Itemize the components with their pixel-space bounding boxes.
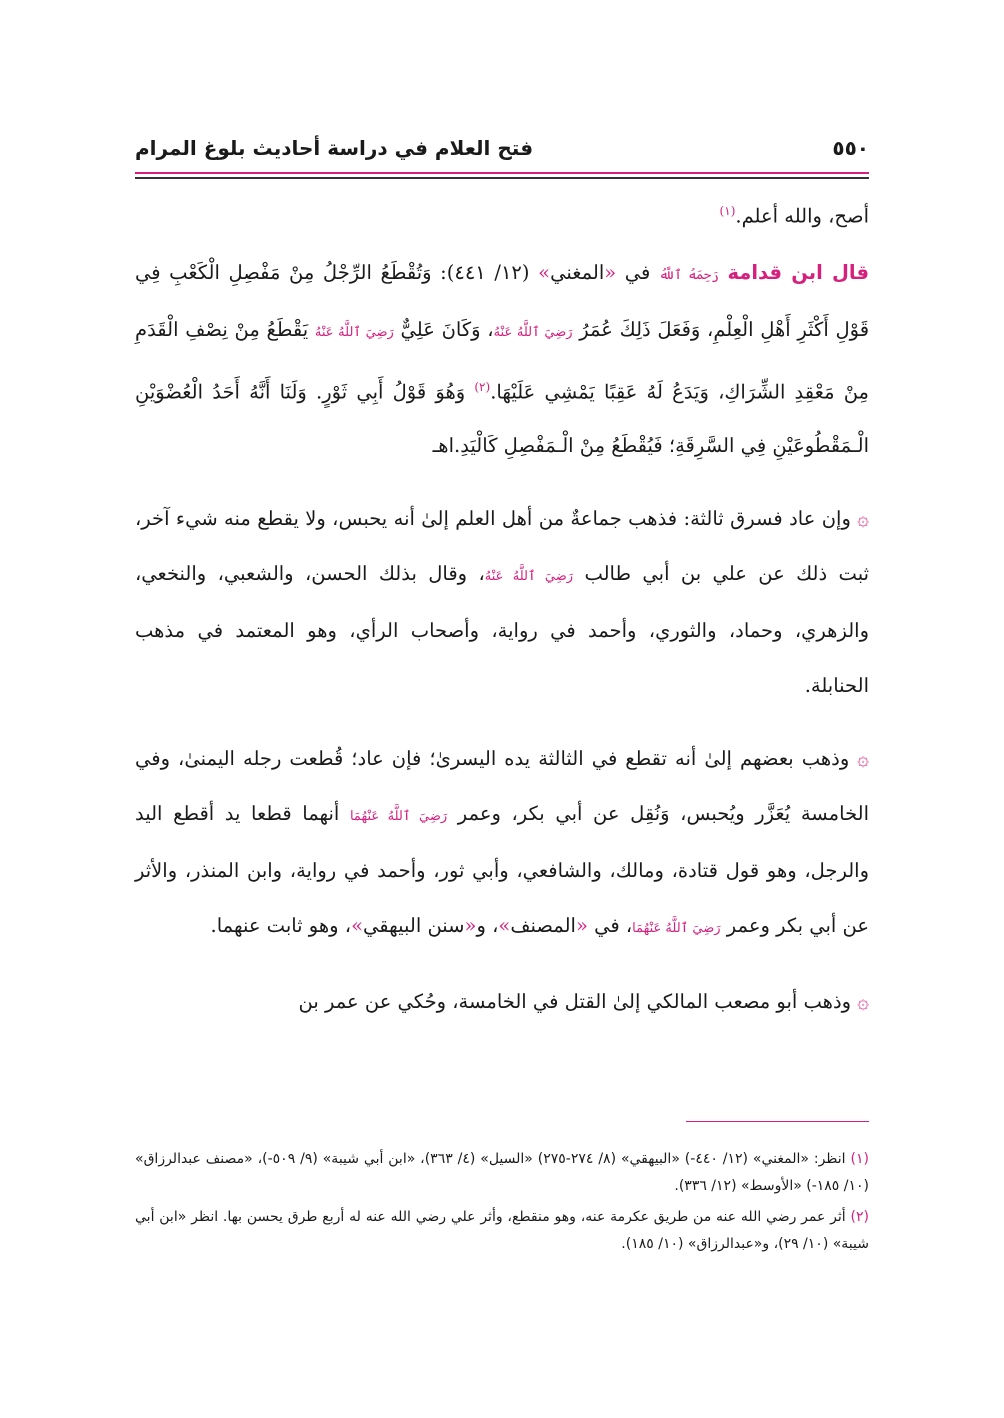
footnotes xyxy=(135,1146,869,1262)
quote-text-d: وَهُوَ قَوْلُ أَبِي ثَوْرٍ. وَلَنَا أَنَّهُ أَحَدُ الْعُضْوَيْنِ الْـمَقْطُوعَيْنِ فِي السَّرِقَةِ؛ فَيُقْطَعُ مِنْ الْـمَفْصِلِ كَالْيَدِ.اهـ xyxy=(135,380,869,457)
quote-text-a: وَتُقْطَعُ الرِّجْلُ مِنْ مَفْصِلِ الْكَعْبِ فِي قَوْلِ أَكْثَرِ أَهْلِ الْعِلْمِ، وَفَعَلَ ذَلِكَ عُمَرُ xyxy=(135,260,870,341)
quote-ref: (١٢/ ٤٤١): xyxy=(440,260,530,284)
footnote-2 xyxy=(135,1204,869,1258)
honorific-2: رَضِيَ ٱللَّهُ عَنْهُ xyxy=(314,324,394,340)
body-text xyxy=(135,182,869,1030)
paragraph-fifth-theft xyxy=(135,974,869,1030)
quote-speaker: قال ابن قدامة xyxy=(727,260,870,284)
para2-text-d: ، و xyxy=(476,913,499,937)
para1-text-a: وإن عاد فسرق ثالثة: فذهب جماعةٌ من أهل العلم إلىٰ أنه يحبس، ولا يقطع منه شيء آخر، ثبت ذلك عن علي بن أبي طالب xyxy=(135,507,870,585)
quote-book: المغني xyxy=(550,260,605,284)
quote-paragraph: قال ابن قدامة رَحِمَهُ ٱللَّهُ في «المغني» (١٢/ ٤٤١): وَتُقْطَعُ الرِّجْلُ مِنْ مَفْصِلِ الْكَعْبِ فِي قَوْلِ أَكْثَرِ أَهْلِ الْعِلْمِ، وَفَعَلَ ذَلِكَ عُمَرُ رَضِيَ ٱللَّهُ عَنْهُ، وَكَانَ عَلِيٌّ رَضِيَ ٱللَّهُ عَنْهُ يَقْطَعُ مِنْ نِصْفِ الْقَدَمِ مِنْ مَعْقِدِ الشِّرَاكِ، وَيَدَعُ لَهُ عَقِبًا يَمْشِي عَلَيْهَا.$^{(٢)}$ وَهُوَ قَوْلُ أَبِي ثَوْرٍ. وَلَنَا أَنَّهُ أَحَدُ الْعُضْوَيْنِ الْـمَقْطُوعَيْنِ فِي السَّرِقَةِ؛ فَيُقْطَعُ مِنْ الْـمَفْصِلِ كَالْيَدِ.اهـ xyxy=(135,260,870,457)
footnote-number: (٢) xyxy=(850,1209,869,1225)
para2-text-a: وذهب بعضهم إلىٰ أنه تقطع في الثالثة يده اليسرىٰ؛ فإن عاد؛ قُطعت رجله اليمنىٰ، وفي الخامسة يُعَزَّر ويُحبس، وَنُقِل عن أبي بكر، وعمر xyxy=(135,747,870,825)
para2-text-b: أنهما قطعا يد أقطع اليد والرجل، وهو قول قتادة، ومالك، والشافعي، وأبي ثور، وأحمد في رواية، وابن المنذر، والأثر عن أبي بكر وعمر xyxy=(135,801,869,937)
footnote-number: (١) xyxy=(850,1151,869,1167)
quote-text-b: ، وَكَانَ عَلِيٌّ xyxy=(400,317,494,341)
quote-text-c: يَقْطَعُ مِنْ نِصْفِ الْقَدَمِ مِنْ مَعْقِدِ الشِّرَاكِ، وَيَدَعُ لَهُ عَقِبًا يَمْشِي عَلَيْهَا. xyxy=(135,317,869,403)
footnote-separator xyxy=(686,1121,869,1122)
para2-honorific-1: رَضِيَ ٱللَّهُ عَنْهُمَا xyxy=(349,808,448,824)
page-header xyxy=(135,128,869,168)
para2-book-2: سنن البيهقي xyxy=(363,913,465,937)
bullet-flower-icon: ۞ xyxy=(857,989,869,1013)
footnote-text: انظر: «المغني» (١٢/ ٤٤٠-) «البيهقي» (٨/ ٢٧٤-٢٧٥) «السيل» (٤/ ٣٦٣)، «ابن أبي شيبة» (٩/ ٥٠٩-)، «مصنف عبدالرزاق» (١٠/ ١٨٥-) «الأوسط» (١٢/ ٣٣٦). xyxy=(135,1151,869,1194)
para2-text-c: ، في xyxy=(594,913,633,937)
para1-text-b: ، وقال بذلك الحسن، والشعبي، والنخعي، والزهري، وحماد، والثوري، وأحمد في رواية، وأصحاب الرأي، وهو المعتمد في مذهب الحنابلة. xyxy=(135,561,869,697)
footnote-ref-1: (١) xyxy=(719,204,736,218)
honorific-1: رَضِيَ ٱللَّهُ عَنْهُ xyxy=(493,324,573,340)
para2-book-1: المصنف xyxy=(510,913,576,937)
bullet-flower-icon: ۞ xyxy=(857,746,869,770)
intro-line xyxy=(135,182,869,246)
para1-honorific: رَضِيَ ٱللَّهُ عَنْهُ xyxy=(484,568,574,584)
para2-text-e: ، وهو ثابت عنهما. xyxy=(210,913,352,937)
header-rule-dark xyxy=(135,177,869,179)
para3-text: وذهب أبو مصعب المالكي إلىٰ القتل في الخامسة، وحُكي عن عمر بن xyxy=(298,990,852,1013)
intro-text: أصح، والله أعلم. xyxy=(735,204,869,228)
honorific-rahimahullah: رَحِمَهُ ٱللَّهُ xyxy=(658,267,719,283)
footnote-text: أثر عمر رضي الله عنه من طريق عكرمة عنه، وهو منقطع، وأثر علي رضي الله عنه له أربع طرق يحسن بها. انظر «ابن أبي شيبة» (١٠/ ٢٩)، و«عبدالرزاق» (١٠/ ١٨٥). xyxy=(135,1209,869,1252)
page-number: ٥٥٠ xyxy=(832,136,869,160)
header-rule-pink xyxy=(135,172,869,174)
footnote-ref-2: (٢) xyxy=(474,379,491,394)
bullet-flower-icon: ۞ xyxy=(857,506,869,530)
footnote-1 xyxy=(135,1146,869,1200)
quote-in: في xyxy=(624,260,651,284)
paragraph-third-theft xyxy=(135,491,869,713)
paragraph-left-hand: ۞ وذهب بعضهم إلىٰ أنه تقطع في الثالثة يده اليسرىٰ؛ فإن عاد؛ قُطعت رجله اليمنىٰ، وفي الخامسة يُعَزَّر ويُحبس، وَنُقِل عن أبي بكر، وعمر رَضِيَ ٱللَّهُ عَنْهُمَا أنهما قطعا يد أقطع اليد والرجل، وهو قول قتادة، ومالك، والشافعي، وأبي ثور، وأحمد في رواية، وابن المنذر، والأثر عن أبي بكر وعمر رَضِيَ ٱللَّهُ عَنْهُمَا، في «المصنف»، و«سنن البيهقي»، وهو ثابت عنهما. xyxy=(135,746,870,937)
para2-honorific-2: رَضِيَ ٱللَّهُ عَنْهُمَا xyxy=(632,920,721,936)
running-title: فتح العلام في دراسة أحاديث بلوغ المرام xyxy=(135,136,534,160)
